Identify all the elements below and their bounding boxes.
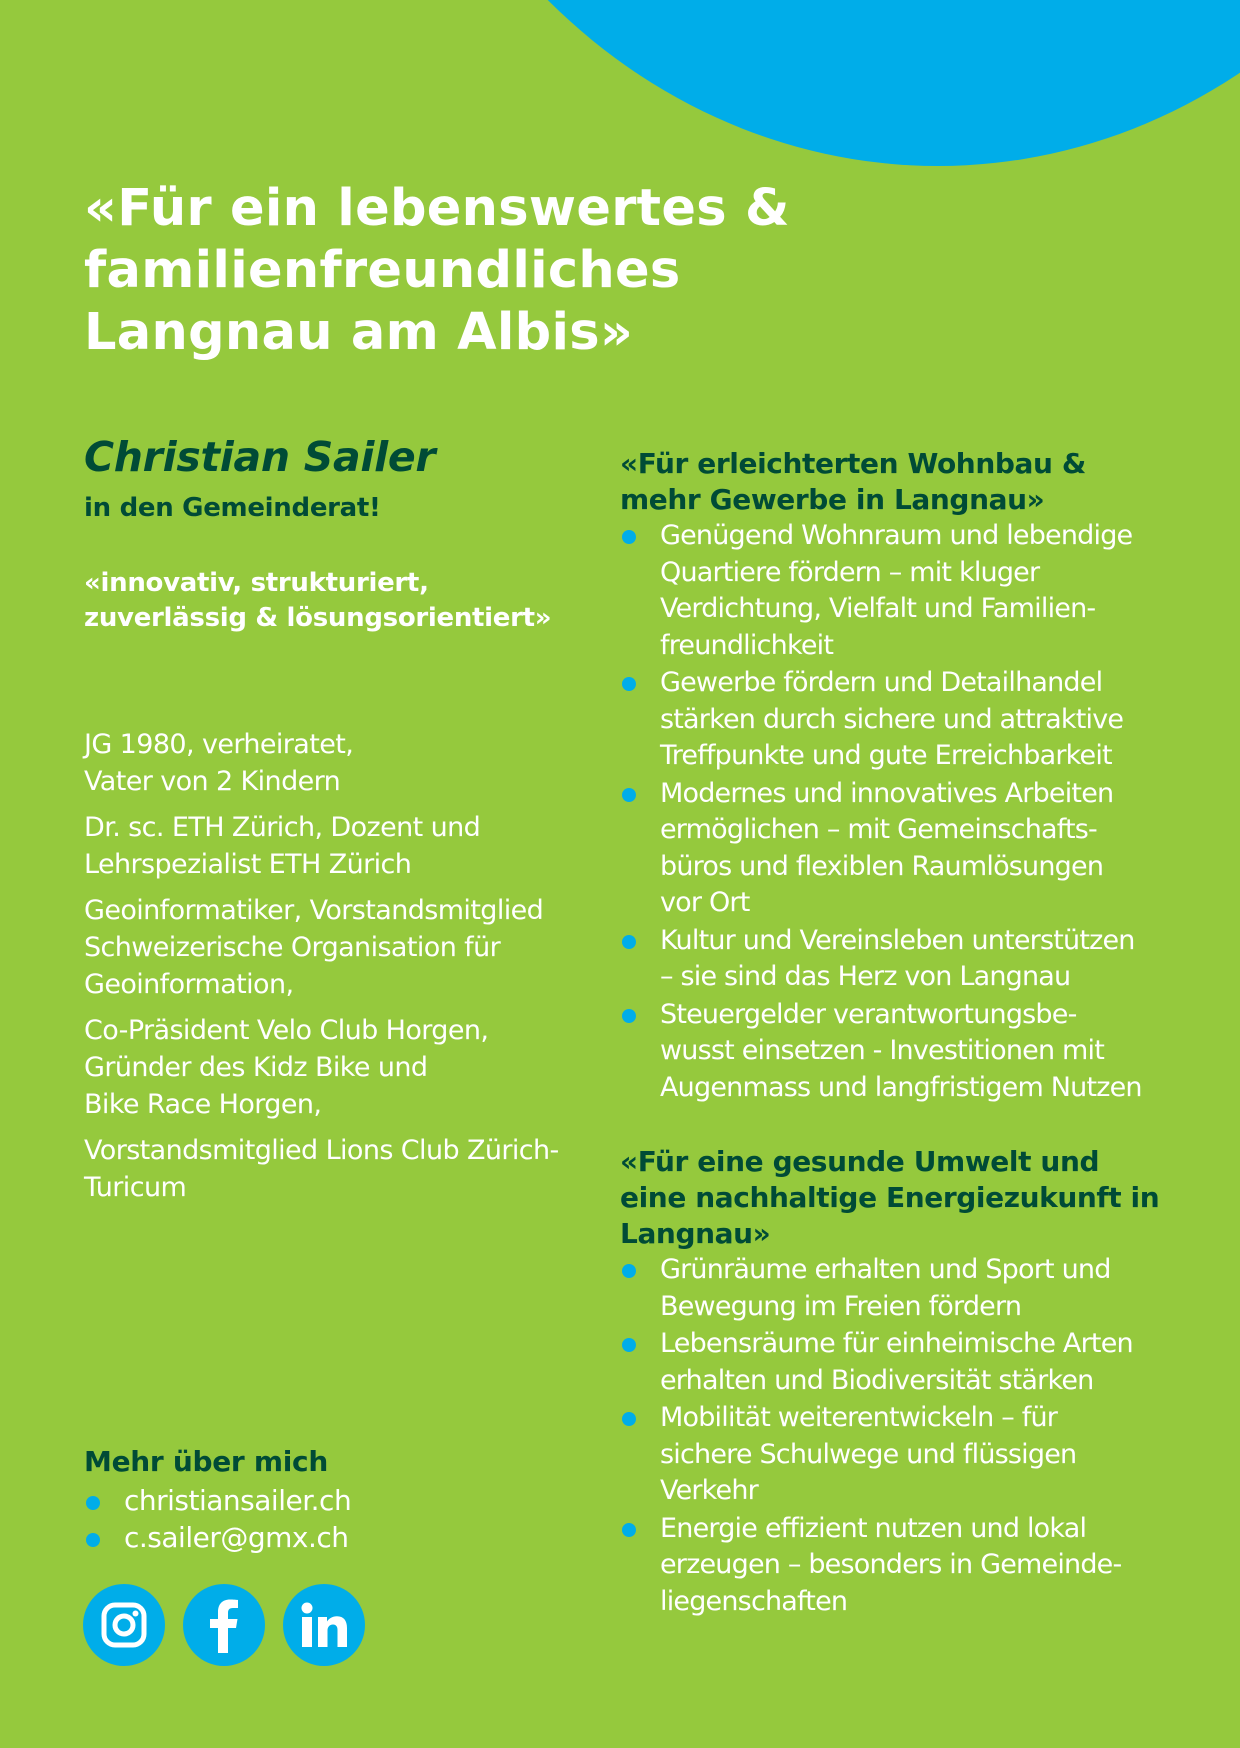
item-line: Mobilität weiterentwickeln – für [660, 1402, 1058, 1433]
headline-line: Langnau am Albis» [84, 303, 634, 362]
bio-entry [84, 1132, 594, 1206]
more-heading: Mehr über mich [84, 1445, 328, 1478]
bio-line: Schweizerische Organisation für [84, 932, 501, 963]
bio-line: Co-Präsident Velo Club Horgen, [84, 1015, 489, 1046]
item-line: Lebensräume für einheimische Arten [660, 1328, 1133, 1359]
environment-section [620, 1144, 1220, 1620]
candidate-intro [84, 432, 594, 636]
instagram-icon [100, 1601, 148, 1649]
item-line: liegenschaften [660, 1585, 848, 1617]
item-line: Verdichtung, Vielfalt und Familien- [660, 593, 1096, 624]
bio-line: Turicum [84, 1172, 187, 1203]
item-line: erhalten und Biodiversität stärken [660, 1364, 1094, 1396]
item-line: Bewegung im Freien fördern [660, 1290, 1022, 1322]
list-item [620, 1326, 1220, 1399]
bullet-dot-icon [622, 677, 636, 691]
program-column [620, 446, 1220, 1658]
item-line: Modernes und innovatives Arbeiten [660, 777, 1114, 809]
item-line: Gewerbe fördern und Detailhandel [660, 667, 1103, 698]
bio-line: Gründer des Kidz Bike und [84, 1052, 428, 1083]
item-line: Kultur und Vereinsleben unterstützen [660, 924, 1135, 956]
candidate-attributes [84, 566, 594, 636]
bullet-dot-icon [622, 1264, 636, 1278]
section-heading [620, 1144, 1220, 1252]
bio-line: Bike Race Horgen, [84, 1089, 322, 1120]
heading-line: «Für eine gesunde Umwelt und [620, 1145, 1100, 1178]
housing-section [620, 446, 1220, 1106]
more-about-me [84, 1444, 534, 1556]
heading-line: «Für erleichterten Wohnbau & [620, 447, 1086, 480]
headline-line: «Für ein lebenswertes & [84, 179, 790, 238]
item-line: ermöglichen – mit Gemeinschafts- [660, 814, 1097, 845]
bullet-dot-icon [622, 1523, 636, 1537]
attributes-line: zuverlässig & lösungsorientiert» [84, 603, 552, 633]
bullet-dot-icon [622, 530, 636, 544]
bio-entry [84, 809, 594, 883]
item-line: stärken durch sichere und attraktive [660, 703, 1124, 735]
list-item [620, 1511, 1220, 1621]
bio-line: Vater von 2 Kindern [84, 766, 341, 797]
item-line: büros und flexiblen Raumlösungen [660, 850, 1104, 882]
item-line: wusst einsetzen - Investitionen mit [660, 1035, 1105, 1066]
instagram-button[interactable] [83, 1584, 165, 1666]
heading-line: mehr Gewerbe in Langnau» [620, 483, 1045, 516]
attributes-line: «innovativ, strukturiert, [84, 568, 429, 598]
bio-line: JG 1980, verheiratet, [84, 729, 354, 760]
linkedin-button[interactable] [283, 1584, 365, 1666]
item-line: Augenmass und langfristigem Nutzen [660, 1071, 1142, 1103]
list-item [620, 997, 1220, 1107]
bio-entry [84, 726, 594, 800]
candidate-bio [84, 726, 594, 1215]
list-item [620, 1252, 1220, 1325]
facebook-button[interactable] [183, 1584, 265, 1666]
item-line: Verkehr [660, 1475, 758, 1506]
contact-list [84, 1482, 534, 1556]
bullet-list [620, 518, 1220, 1106]
item-line: Steuergelder verantwortungsbe- [660, 998, 1077, 1030]
heading-line: Langnau» [620, 1217, 771, 1250]
section-heading [620, 446, 1220, 518]
bio-entry [84, 892, 594, 1003]
item-line: Grünräume erhalten und Sport und [660, 1254, 1111, 1285]
candidate-name: Christian Sailer [84, 433, 436, 481]
list-item [620, 776, 1220, 922]
social-links [83, 1584, 365, 1666]
bio-line: Vorstandsmitglied Lions Club Zürich- [84, 1135, 559, 1166]
bio-line: Geoinformatiker, Vorstandsmitglied [84, 895, 544, 926]
bullet-dot-icon [86, 1496, 100, 1510]
item-line: freundlichkeit [660, 629, 834, 661]
list-item [620, 923, 1220, 996]
bullet-dot-icon [622, 788, 636, 802]
website-link[interactable] [84, 1482, 534, 1519]
website-link-text: christiansailer.ch [124, 1484, 352, 1517]
bullet-dot-icon [622, 935, 636, 949]
bio-entry [84, 1012, 594, 1123]
decorative-blue-arc [358, 0, 1240, 166]
item-line: erzeugen – besonders in Gemeinde- [660, 1549, 1122, 1580]
email-link[interactable] [84, 1519, 534, 1556]
item-line: Quartiere fördern – mit kluger [660, 556, 1040, 588]
headline-line: familienfreundliches [84, 241, 681, 300]
bullet-dot-icon [86, 1533, 100, 1547]
list-item [620, 518, 1220, 664]
page-headline [84, 178, 884, 364]
list-item [620, 665, 1220, 775]
candidate-subtitle: in den Gemeinderat! [84, 493, 381, 523]
bullet-list [620, 1252, 1220, 1620]
bullet-dot-icon [622, 1009, 636, 1023]
bullet-dot-icon [622, 1412, 636, 1426]
email-link-text: c.sailer@gmx.ch [124, 1521, 349, 1554]
bio-line: Lehrspezialist ETH Zürich [84, 849, 412, 880]
item-line: Energie effizient nutzen und lokal [660, 1512, 1087, 1544]
linkedin-icon [300, 1602, 348, 1648]
item-line: – sie sind das Herz von Langnau [660, 961, 1071, 992]
bio-line: Geoinformation, [84, 969, 294, 1000]
list-item [620, 1400, 1220, 1510]
heading-line: eine nachhaltige Energiezukunft in [620, 1181, 1160, 1214]
item-line: Genügend Wohnraum und lebendige [660, 520, 1133, 551]
item-line: sichere Schulwege und flüssigen [660, 1438, 1077, 1470]
bio-line: Dr. sc. ETH Zürich, Dozent und [84, 812, 481, 843]
item-line: Treffpunkte und gute Erreichbarkeit [660, 740, 1112, 771]
bullet-dot-icon [622, 1338, 636, 1352]
facebook-icon [200, 1597, 248, 1653]
item-line: vor Ort [660, 887, 750, 918]
